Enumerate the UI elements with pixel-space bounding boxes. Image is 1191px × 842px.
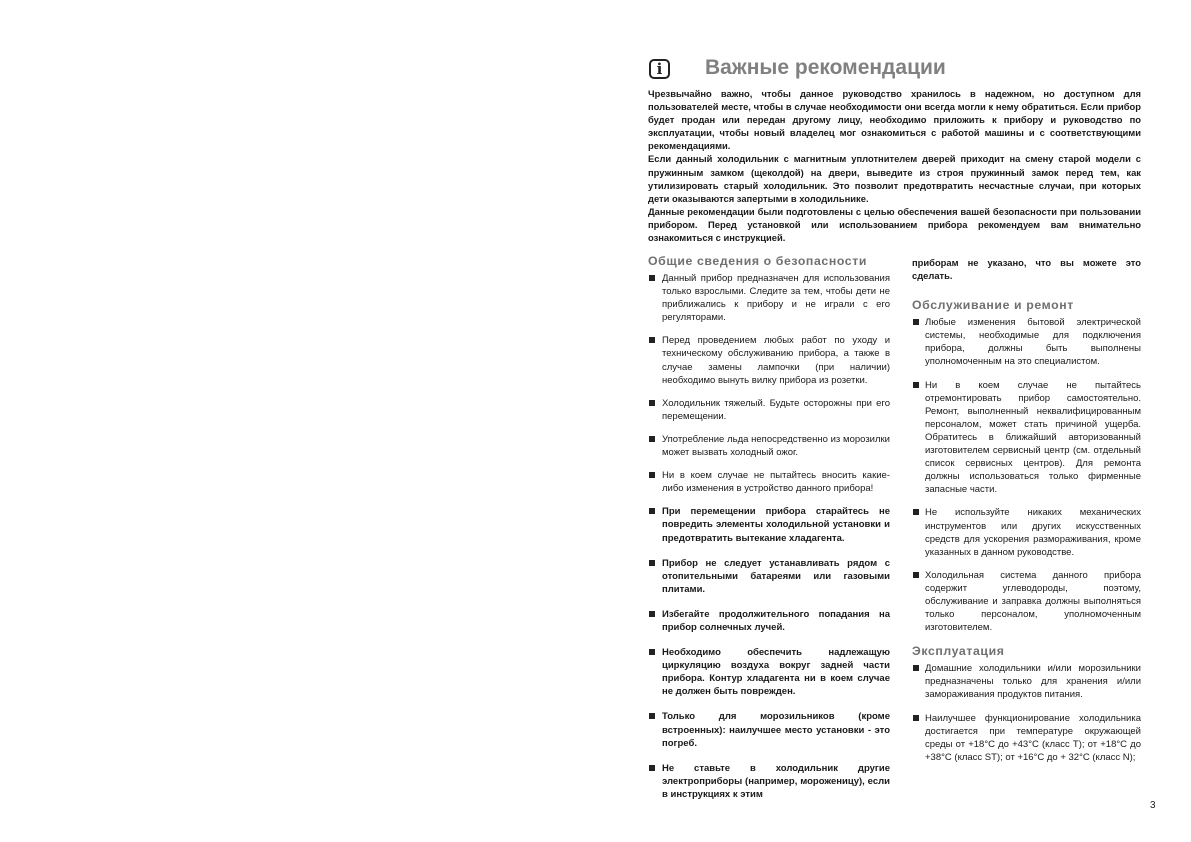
safety-section-title: Общие сведения о безопасности xyxy=(648,254,868,268)
info-icon: i xyxy=(649,59,670,79)
list-item-text: Необходимо обеспечить надлежащую циркуляцию воздуха вокруг задней части прибора. Контур хладагента ни в коем случае не должен быть поврежден. xyxy=(662,647,890,698)
right-column xyxy=(912,256,1141,774)
list-item-text: Холодильная система данного прибора содержит углеводороды, поэтому, обслуживание и заправка должны выполняться только персоналом, уполномоченным изготовителем. xyxy=(925,569,1141,634)
bullet-square-icon xyxy=(649,400,655,406)
service-list xyxy=(912,316,1141,634)
list-item-text: Домашние холодильники и/или морозильники предназначены только для хранения и/или замораживания продуктов питания. xyxy=(925,663,1141,701)
bullet-square-icon xyxy=(649,713,655,719)
list-item xyxy=(648,469,890,495)
service-section-title: Обслуживание и ремонт xyxy=(912,298,1074,313)
operation-list xyxy=(912,662,1141,764)
list-item-text: Не ставьте в холодильник другие электроприборы (например, мороженицу), если в инструкциях к этим xyxy=(662,762,890,800)
bullet-square-icon xyxy=(649,611,655,617)
list-item-text: Только для морозильников (кроме встроенных): наилучшее место установки - это погреб. xyxy=(662,711,890,749)
list-item-text: При перемещении прибора старайтесь не повредить элементы холодильной установки и предотвратить вытекание хладагента. xyxy=(662,506,890,544)
list-item-text: Любые изменения бытовой электрической системы, необходимые для подключения прибора, должны быть выполнены уполномоченным на это специалистом. xyxy=(925,317,1141,368)
list-item xyxy=(648,608,890,634)
bullet-square-icon xyxy=(649,275,655,281)
list-item xyxy=(912,316,1141,368)
bullet-square-icon xyxy=(649,337,655,343)
bullet-square-icon xyxy=(913,572,919,578)
list-item-text: Холодильник тяжелый. Будьте осторожны при его перемещении. xyxy=(662,397,890,422)
list-item-text: Употребление льда непосредственно из морозилки может вызвать холодный ожог. xyxy=(662,433,890,459)
list-item xyxy=(912,662,1141,701)
bullet-square-icon xyxy=(913,715,919,721)
list-item-text: Прибор не следует устанавливать рядом с отопительными батареями или газовыми плитами. xyxy=(662,557,890,595)
list-item-text: Перед проведением любых работ по уходу и техническому обслуживанию прибора, а также в случае замены лампочки (при наличии) необходимо вынуть вилку прибора из розетки. xyxy=(662,335,890,386)
safety-list xyxy=(648,272,890,801)
intro-paragraph: Данные рекомендации были подготовлены с целью обеспечения вашей безопасности при пользовании прибором. Перед установкой или использованием прибора рекомендуем вам внимательно ознакомиться с инструкцией. xyxy=(648,205,1141,244)
list-item-text: Данный прибор предназначен для использования только взрослыми. Следите за тем, чтобы дети не приближались к прибору и не играли с его регуляторами. xyxy=(662,273,890,324)
list-item xyxy=(648,762,890,801)
list-item xyxy=(648,433,890,459)
bullet-square-icon xyxy=(649,649,655,655)
bullet-square-icon xyxy=(913,319,919,325)
list-item xyxy=(648,557,890,596)
list-item xyxy=(912,506,1141,558)
bullet-square-icon xyxy=(649,436,655,442)
list-item xyxy=(648,272,890,324)
bullet-square-icon xyxy=(913,382,919,388)
list-item xyxy=(648,710,890,749)
list-item xyxy=(648,505,890,544)
list-item xyxy=(648,334,890,386)
bullet-square-icon xyxy=(649,472,655,478)
left-column xyxy=(648,254,890,813)
list-item xyxy=(912,569,1141,634)
list-item-text: Не используйте никаких механических инструментов или других искусственных средств для ускорения размораживания, кроме указанных в данном руководстве. xyxy=(925,507,1141,558)
page-title: Важные рекомендации xyxy=(705,56,946,79)
list-item-text: Избегайте продолжительного попадания на прибор солнечных лучей. xyxy=(662,608,890,633)
bullet-square-icon xyxy=(913,665,919,671)
list-item-text: Ни в коем случае не пытайтесь вносить какие-либо изменения в устройство данного прибора! xyxy=(662,470,890,495)
list-item xyxy=(648,646,890,698)
bullet-square-icon xyxy=(913,509,919,515)
title-row xyxy=(648,56,1148,86)
list-item-text: Ни в коем случае не пытайтесь отремонтировать прибор самостоятельно. Ремонт, выполненный неквалифицированным персоналом, может стать причиной ущерба. Обратитесь в ближайший авторизованный изготовителем сервисный центр (см. отдельный список сервисных центров). Для ремонта должны использоваться только фирменные запасные части. xyxy=(925,379,1141,496)
bullet-square-icon xyxy=(649,765,655,771)
intro-paragraph: Чрезвычайно важно, чтобы данное руководство хранилось в надежном, но доступном для пользователей месте, чтобы в случае необходимости они всегда могли к нему обратиться. Если прибор будет продан или передан другому лицу, необходимо приложить к прибору и руководство по эксплуатации, чтобы новый владелец мог ознакомиться с работой машины и с соответствующими рекомендациями. xyxy=(648,88,1141,152)
intro-paragraph: Если данный холодильник с магнитным уплотнителем дверей приходит на смену старой модели с пружинным замком (щеколдой) на двери, выведите из строя пружинный замок перед тем, как утилизировать старый холодильник. Это позволит предотвратить несчастные случаи, при которых дети оказываются запертыми в холодильнике. xyxy=(648,153,1141,204)
page-number: 3 xyxy=(1150,800,1156,811)
list-item-text: Наилучшее функционирование холодильника достигается при температуре окружающей среды от +18°C до +43°C (класс T); от +18°C до +38°C (класс ST); от +16°C до + 32°C (класс N); xyxy=(925,712,1141,763)
list-item xyxy=(648,397,890,423)
operation-section-title: Эксплуатация xyxy=(912,644,1005,659)
list-item xyxy=(912,379,1141,497)
continued-text: приборам не указано, что вы можете это сделать. xyxy=(912,257,1141,282)
list-item xyxy=(912,712,1141,764)
bullet-square-icon xyxy=(649,560,655,566)
intro-block xyxy=(648,87,1141,244)
bullet-square-icon xyxy=(649,508,655,514)
